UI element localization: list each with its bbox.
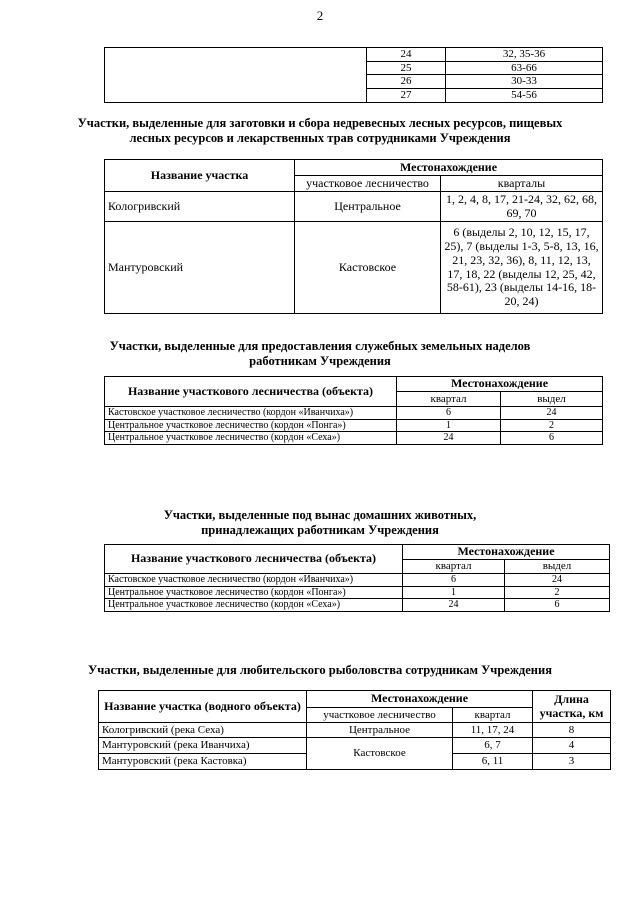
table-cell: 24: [367, 48, 446, 62]
table-cell: Мантуровский (река Иванчиха): [99, 738, 307, 754]
column-header: выдел: [505, 560, 610, 574]
table-cell: Центральное: [307, 723, 453, 738]
heading-line: Участки, выделенные для заготовки и сбора недревесных лесных ресурсов, пищевых: [77, 116, 563, 130]
table-cell: 24: [501, 407, 603, 420]
column-header: Название участка (водного объекта): [99, 691, 307, 723]
table-cell: 30-33: [446, 75, 603, 89]
column-header: Местонахождение: [307, 691, 533, 708]
table-cell: 6: [403, 574, 505, 587]
table-cell: 25: [367, 61, 446, 75]
column-header: Местонахождение: [397, 377, 603, 392]
column-header: Название участка: [105, 160, 295, 192]
header-line: Длина: [554, 691, 589, 706]
table-cell: Мантуровский (река Кастовка): [99, 754, 307, 770]
table-cell: 8: [533, 723, 611, 738]
column-header: квартал: [397, 392, 501, 407]
column-header: участковое лесничество: [307, 708, 453, 723]
section-heading: Участки, выделенные для любительского рыболовства сотрудникам Учреждения: [88, 663, 552, 677]
table-cell: 2: [505, 586, 610, 599]
table-cell: Центральное участковое лесничество (кордон «Сеха»): [105, 599, 403, 612]
table-cell: 1, 2, 4, 8, 17, 21-24, 32, 62, 68, 69, 70: [441, 192, 603, 222]
table-cell: Кастовское: [295, 222, 441, 314]
fishing-plots-table: [98, 690, 611, 770]
table-cell: 6: [397, 407, 501, 420]
section-heading: [0, 339, 640, 369]
section-heading: [0, 508, 640, 538]
table-cell: 24: [403, 599, 505, 612]
page-number: 2: [316, 8, 324, 23]
table-cell: 1: [403, 586, 505, 599]
table-cell: Кологривский (река Сеха): [99, 723, 307, 738]
column-header: Местонахождение: [295, 160, 603, 176]
table-cell: Центральное участковое лесничество (кордон «Понга»): [105, 419, 397, 432]
table-cell: 24: [505, 574, 610, 587]
table-cell: 6 (выделы 2, 10, 12, 15, 17, 25), 7 (выделы 1-3, 5-8, 13, 16, 21, 23, 32, 36), 8, 11, 12, 13, 17, 18, 22 (выделы 12, 25, 42, 58-61), 23 (выделы 14-16, 18-20, 24): [441, 222, 603, 314]
pasture-plots-table: [104, 544, 610, 612]
table-cell: 32, 35-36: [446, 48, 603, 62]
table-cell: Мантуровский: [105, 222, 295, 314]
table-cell: 26: [367, 75, 446, 89]
heading-line: принадлежащих работникам Учреждения: [201, 523, 439, 537]
table-cell: Кологривский: [105, 192, 295, 222]
table-cell: Центральное: [295, 192, 441, 222]
column-header: Название участкового лесничества (объекта): [105, 545, 403, 574]
column-header: кварталы: [441, 176, 603, 192]
column-header: Название участкового лесничества (объекта): [105, 377, 397, 407]
heading-line: Участки, выделенные для предоставления служебных земельных наделов: [109, 339, 531, 353]
table-cell: Кастовское участковое лесничество (кордон «Иванчиха»): [105, 407, 397, 420]
column-header: [533, 691, 611, 723]
non-timber-resources-table: [104, 159, 603, 314]
column-header: квартал: [403, 560, 505, 574]
table-cell: 24: [397, 432, 501, 445]
table-cell: 27: [367, 88, 446, 102]
table-cell: Центральное участковое лесничество (кордон «Понга»): [105, 586, 403, 599]
continuation-table: [104, 47, 603, 103]
section-heading: [0, 116, 640, 146]
table-cell: Кастовское участковое лесничество (кордон «Иванчиха»): [105, 574, 403, 587]
heading-line: лесных ресурсов и лекарственных трав сотрудниками Учреждения: [129, 131, 511, 145]
heading-line: работникам Учреждения: [249, 354, 391, 368]
service-plots-table: [104, 376, 603, 445]
column-header: Местонахождение: [403, 545, 610, 560]
table-cell: 3: [533, 754, 611, 770]
table-cell: 63-66: [446, 61, 603, 75]
table-cell: 6, 11: [453, 754, 533, 770]
empty-cell: [105, 48, 367, 103]
header-line: участка, км: [539, 705, 604, 720]
table-cell: 1: [397, 419, 501, 432]
table-cell: 54-56: [446, 88, 603, 102]
column-header: квартал: [453, 708, 533, 723]
table-cell: 6, 7: [453, 738, 533, 754]
table-cell: 6: [505, 599, 610, 612]
column-header: участковое лесничество: [295, 176, 441, 192]
table-cell: Центральное участковое лесничество (кордон «Сеха»): [105, 432, 397, 445]
table-cell: Кастовское: [307, 738, 453, 770]
heading-line: Участки, выделенные под вынас домашних животных,: [163, 508, 477, 522]
column-header: выдел: [501, 392, 603, 407]
table-cell: 2: [501, 419, 603, 432]
table-cell: 4: [533, 738, 611, 754]
table-cell: 11, 17, 24: [453, 723, 533, 738]
table-cell: 6: [501, 432, 603, 445]
